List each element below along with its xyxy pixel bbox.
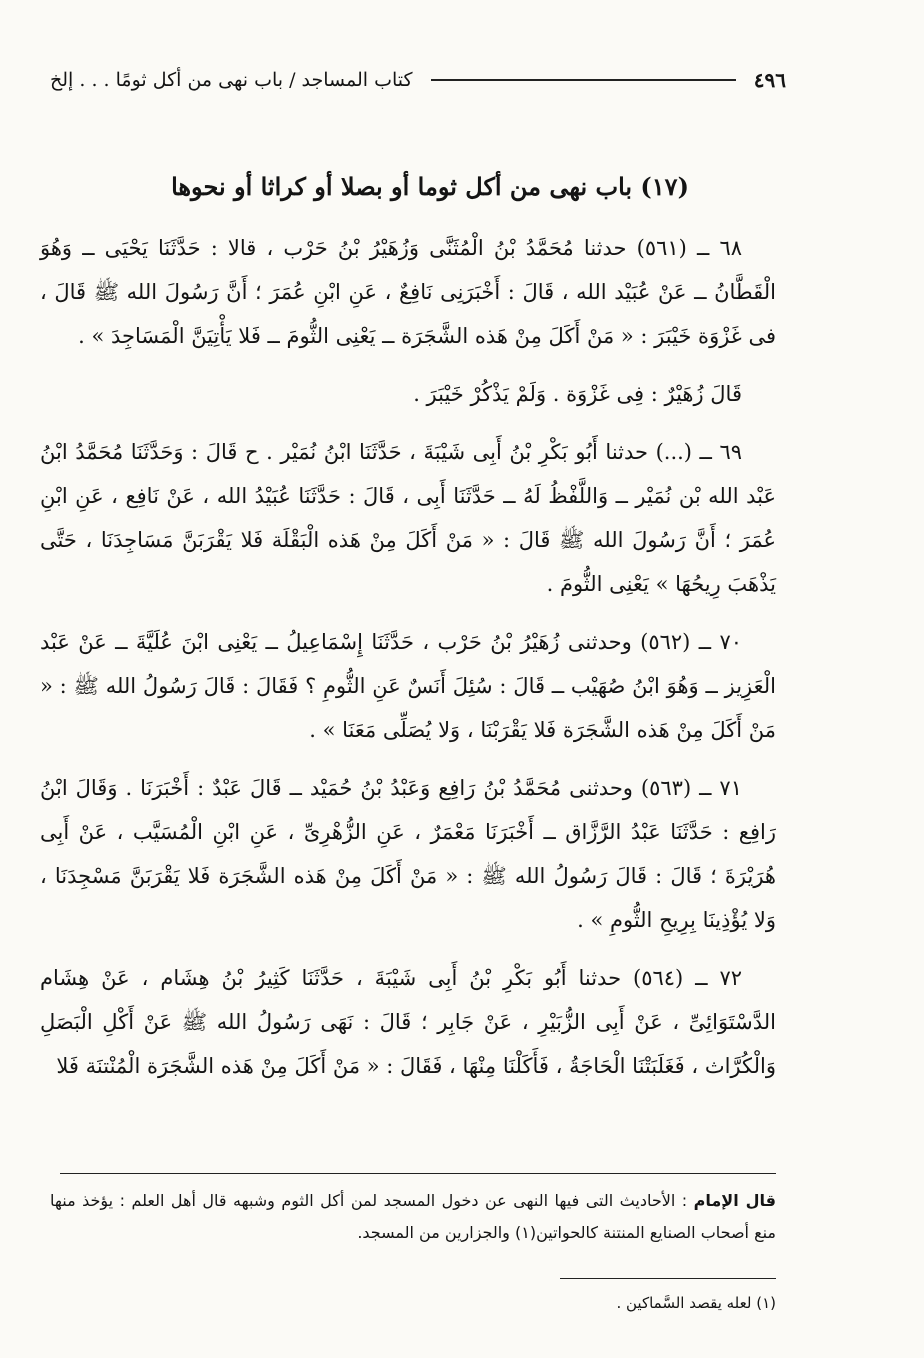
hadith-body [40, 226, 776, 1102]
hadith-70: ٧٠ ــ (٥٦٢) وحدثنى زُهَيْرُ بْنُ حَرْب ، حَدَّثَنَا إِسْمَاعِيلُ ــ يَعْنِى ابْنَ عُلَيَّةَ ــ عَنْ عَبْد الْعَزِيز ــ وَهُوَ ابْنُ صُهَيْب ــ قَالَ : سُئِلَ أَنَسٌ عَنِ الثُّومِ ؟ فَقَالَ : قَالَ رَسُولُ الله ﷺ : « مَنْ أَكَلَ مِنْ هَذه الشَّجَرَة فَلا يَقْرَبْنَا ، وَلا يُصَلِّى مَعَنَا » . [40, 630, 776, 742]
running-header [50, 60, 786, 100]
hadith-68-note: قَالَ زُهَيْرٌ : فِى غَزْوَة . وَلَمْ يَذْكُرْ خَيْبَرَ . [413, 382, 742, 406]
chapter-title: (١٧) باب نهى من أكل ثوما أو بصلا أو كراثا أو نحوها [171, 172, 689, 201]
imam-commentary [50, 1185, 776, 1249]
hadith-69: ٦٩ ــ (...) حدثنا أَبُو بَكْرِ بْنُ أَبِى شَيْبَةَ ، حَدَّثَنَا ابْنُ نُمَيْر . ح قَالَ : وَحَدَّثَنَا مُحَمَّدُ ابْنُ عَبْد الله بْن نُمَيْر ــ وَاللَّفْظُ لَهُ ــ حَدَّثَنَا أَبِى ، قَالَ : حَدَّثَنَا عُبَيْدُ الله ، عَنْ نَافِع ، عَنِ ابْنِ عُمَرَ ؛ أَنَّ رَسُولَ الله ﷺ قَالَ : « مَنْ أَكَلَ مِنْ هَذه الْبَقْلَة فَلا يَقْرَبَنَّ مَسَاجِدَنَا ، حَتَّى يَذْهَبَ رِيحُهَا » يَعْنِى الثُّومَ . [40, 440, 776, 596]
commentary-lead: قال الإمام [693, 1191, 777, 1210]
running-header-title: كتاب المساجد / باب نهى من أكل ثومًا . . . إلخ [50, 69, 413, 91]
header-rule [431, 79, 736, 81]
footnote: (١) لعله يقصد السَّماكين . [616, 1294, 776, 1312]
commentary-text: : الأحاديث التى فيها النهى عن دخول المسجد لمن أكل الثوم وشبهه قال أهل العلم : يؤخذ منها منع أصحاب الصنايع المنتنة كالحواتين(١) والجزارين من المسجد. [50, 1191, 776, 1242]
hadith-72: ٧٢ ــ (٥٦٤) حدثنا أَبُو بَكْرِ بْنُ أَبِى شَيْبَةَ ، حَدَّثَنَا كَثِيرُ بْنُ هِشَام ، عَنْ هِشَام الدَّسْتَوَائِىِّ ، عَنْ أَبِى الزُّبَيْرِ ، عَنْ جَابِر ؛ قَالَ : نَهَى رَسُولُ الله ﷺ عَنْ أَكْلِ الْبَصَلِ وَالْكُرَّاث ، فَغَلَبَتْنَا الْحَاجَةُ ، فَأَكَلْنَا مِنْهَا ، فَقَالَ : « مَنْ أَكَلَ مِنْ هَذه الشَّجَرَة الْمُنْتنَة فَلا [40, 966, 776, 1078]
commentary-divider [60, 1173, 776, 1174]
hadith-68: ٦٨ ــ (٥٦١) حدثنا مُحَمَّدُ بْنُ الْمُثَنَّى وَزُهَيْرُ بْنُ حَرْب ، قالا : حَدَّثَنَا يَحْيَى ــ وَهُوَ الْقَطَّانُ ــ عَنْ عُبَيْد الله ، قَالَ : أَخْبَرَنِى نَافِعٌ ، عَنِ ابْنِ عُمَرَ ؛ أَنَّ رَسُولَ الله ﷺ قَالَ ، فى غَزْوَة خَيْبَرَ : « مَنْ أَكَلَ مِنْ هَذه الشَّجَرَة ــ يَعْنِى الثُّومَ ــ فَلا يَأْتِيَنَّ الْمَسَاجِدَ » . [40, 236, 776, 348]
hadith-71: ٧١ ــ (٥٦٣) وحدثنى مُحَمَّدُ بْنُ رَافِع وَعَبْدُ بْنُ حُمَيْد ــ قَالَ عَبْدٌ : أَخْبَرَنَا . وَقَالَ ابْنُ رَافِع : حَدَّثَنَا عَبْدُ الرَّزَّاق ــ أَخْبَرَنَا مَعْمَرٌ ، عَنِ الزُّهْرِىِّ ، عَنِ ابْنِ الْمُسَيَّب ، عَنْ أَبِى هُرَيْرَةَ ؛ قَالَ : قَالَ رَسُولُ الله ﷺ : « مَنْ أَكَلَ مِنْ هَذه الشَّجَرَة فَلا يَقْرَبَنَّ مَسْجِدَنَا ، وَلا يُؤْذِينَا بِرِيحِ الثُّومِ » . [40, 776, 776, 932]
page-number: ٤٩٦ [753, 68, 786, 92]
footnote-divider [560, 1278, 776, 1279]
